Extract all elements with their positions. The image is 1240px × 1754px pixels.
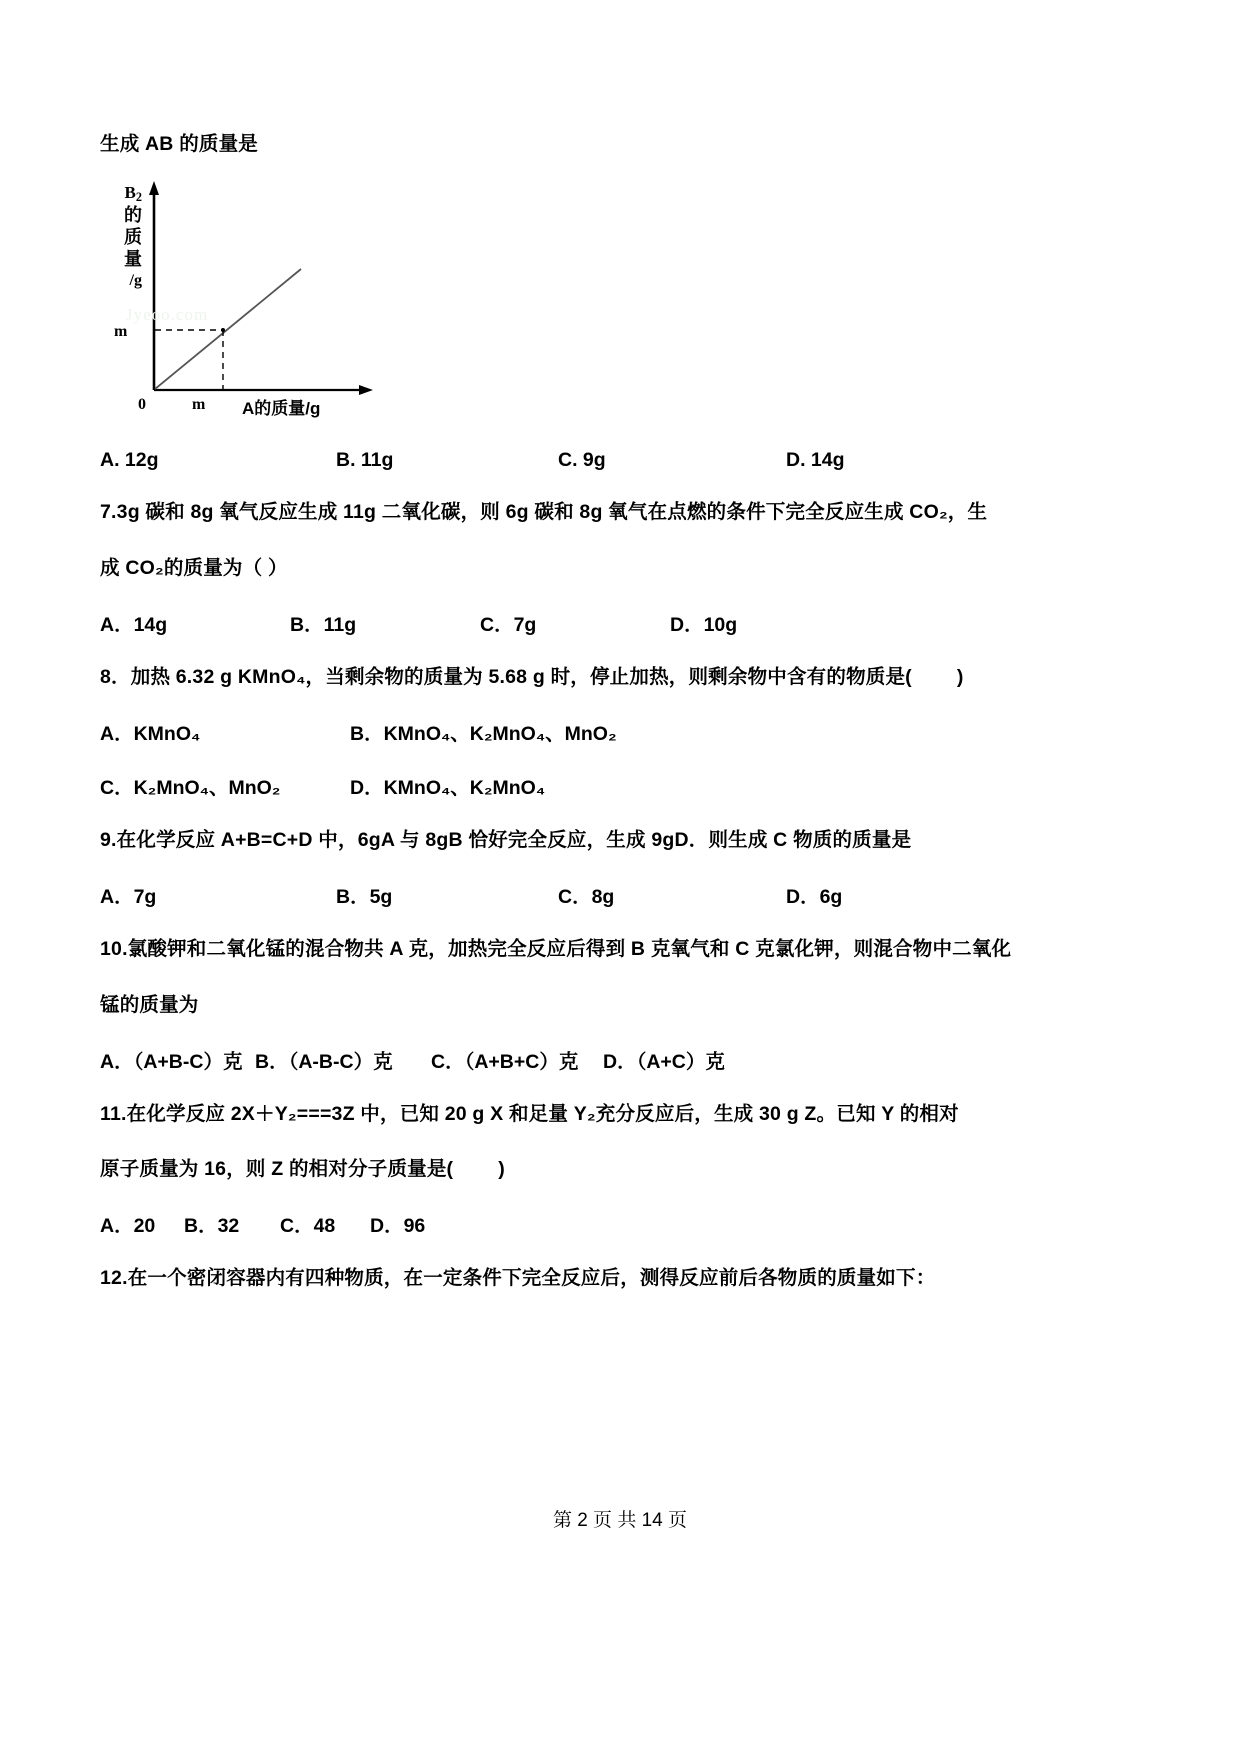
question-11-line-1: 11.在化学反应 2X＋Y₂===3Z 中，已知 20 g X 和足量 Y₂充分反应后，生成 30 g Z。已知 Y 的相对 xyxy=(100,1102,959,1125)
question-10-options xyxy=(100,1046,1140,1074)
y-axis-arrow xyxy=(149,181,159,195)
question-12-line-1: 12.在一个密闭容器内有四种物质，在一定条件下完全反应后，测得反应前后各物质的质量如下： xyxy=(100,1267,936,1290)
option-a[interactable]: A．（A+B-C）克 xyxy=(100,1050,243,1073)
question-10-line-2: 锰的质量为 xyxy=(100,993,199,1016)
watermark-text: Jyeoo.com xyxy=(126,305,209,325)
option-d[interactable]: D．10g xyxy=(670,613,738,636)
question-stem-fragment: 生成 AB 的质量是 xyxy=(100,133,259,155)
question-8-options-row-1 xyxy=(100,718,1140,746)
y-axis-tick-m: m xyxy=(114,323,128,341)
option-a[interactable]: A．KMnO₄ xyxy=(100,723,201,745)
chart-svg xyxy=(108,177,428,427)
page-number-text: 第 2 页 共 14 页 xyxy=(552,1510,688,1531)
question-9-line-1: 9.在化学反应 A+B=C+D 中，6gA 与 8gB 恰好完全反应，生成 9gD．则生成 C 物质的质量是 xyxy=(100,829,912,851)
option-a[interactable]: A．14g xyxy=(100,613,168,636)
option-b[interactable]: B．KMnO₄、K₂MnO₄、MnO₂ xyxy=(350,723,617,745)
question-7-line-1: 7.3g 碳和 8g 氧气反应生成 11g 二氧化碳，则 6g 碳和 8g 氧气在点燃的条件下完全反应生成 CO₂，生 xyxy=(100,501,988,524)
option-c[interactable]: C. 9g xyxy=(558,449,606,472)
option-a[interactable]: A．7g xyxy=(100,886,157,909)
option-a[interactable]: A．20 xyxy=(100,1215,156,1238)
option-b[interactable]: B．5g xyxy=(336,886,393,909)
page-footer xyxy=(0,1505,1240,1532)
question-8-line-1: 8．加热 6.32 g KMnO₄，当剩余物的质量为 5.68 g 时，停止加热，则剩余物中含有的物质是( ) xyxy=(100,665,964,688)
option-d[interactable]: D．6g xyxy=(786,886,843,909)
option-d[interactable]: D. 14g xyxy=(786,449,845,472)
y-axis-char-3: 量 xyxy=(124,249,142,270)
option-d[interactable]: D．KMnO₄、K₂MnO₄ xyxy=(350,777,546,799)
option-b[interactable]: B. 11g xyxy=(336,449,394,472)
question-8-options-row-2 xyxy=(100,772,1140,800)
question-11-line-2: 原子质量为 16，则 Z 的相对分子质量是( ) xyxy=(100,1158,505,1180)
x-axis-label: A的质量/g xyxy=(242,399,321,419)
question-7-line-2: 成 CO₂的质量为（ ） xyxy=(100,556,288,579)
question-10-line-1: 10.氯酸钾和二氧化锰的混合物共 A 克，加热完全反应后得到 B 克氧气和 C 克氯化钾，则混合物中二氧化 xyxy=(100,938,1012,961)
y-axis-char-1: 的 xyxy=(124,205,142,226)
mass-relationship-chart xyxy=(108,177,428,427)
question-6-options xyxy=(100,449,1140,472)
question-9-options xyxy=(100,881,1140,909)
x-axis-arrow xyxy=(359,385,373,395)
option-c[interactable]: C．48 xyxy=(280,1215,336,1238)
option-d[interactable]: D．（A+C）克 xyxy=(603,1050,725,1073)
question-7-options xyxy=(100,609,1140,637)
option-a[interactable]: A. 12g xyxy=(100,449,159,472)
option-c[interactable]: C．7g xyxy=(480,613,537,636)
x-axis-tick-m: m xyxy=(192,396,206,414)
intersection-point xyxy=(221,328,225,332)
option-c[interactable]: C．8g xyxy=(558,886,615,909)
option-b[interactable]: B．32 xyxy=(184,1215,240,1238)
option-c[interactable]: C．（A+B+C）克 xyxy=(431,1050,579,1073)
data-line xyxy=(155,269,301,389)
y-axis-symbol: $B_2$ xyxy=(124,183,142,205)
y-axis-unit: /g xyxy=(129,272,142,290)
option-b[interactable]: B．11g xyxy=(290,613,357,636)
option-d[interactable]: D．96 xyxy=(370,1215,426,1238)
question-11-options xyxy=(100,1210,1140,1238)
option-c[interactable]: C．K₂MnO₄、MnO₂ xyxy=(100,777,281,799)
y-axis-label xyxy=(108,183,142,290)
option-b[interactable]: B．（A-B-C）克 xyxy=(255,1050,393,1073)
y-axis-char-2: 质 xyxy=(124,227,142,248)
x-axis-origin-label: 0 xyxy=(138,396,146,414)
